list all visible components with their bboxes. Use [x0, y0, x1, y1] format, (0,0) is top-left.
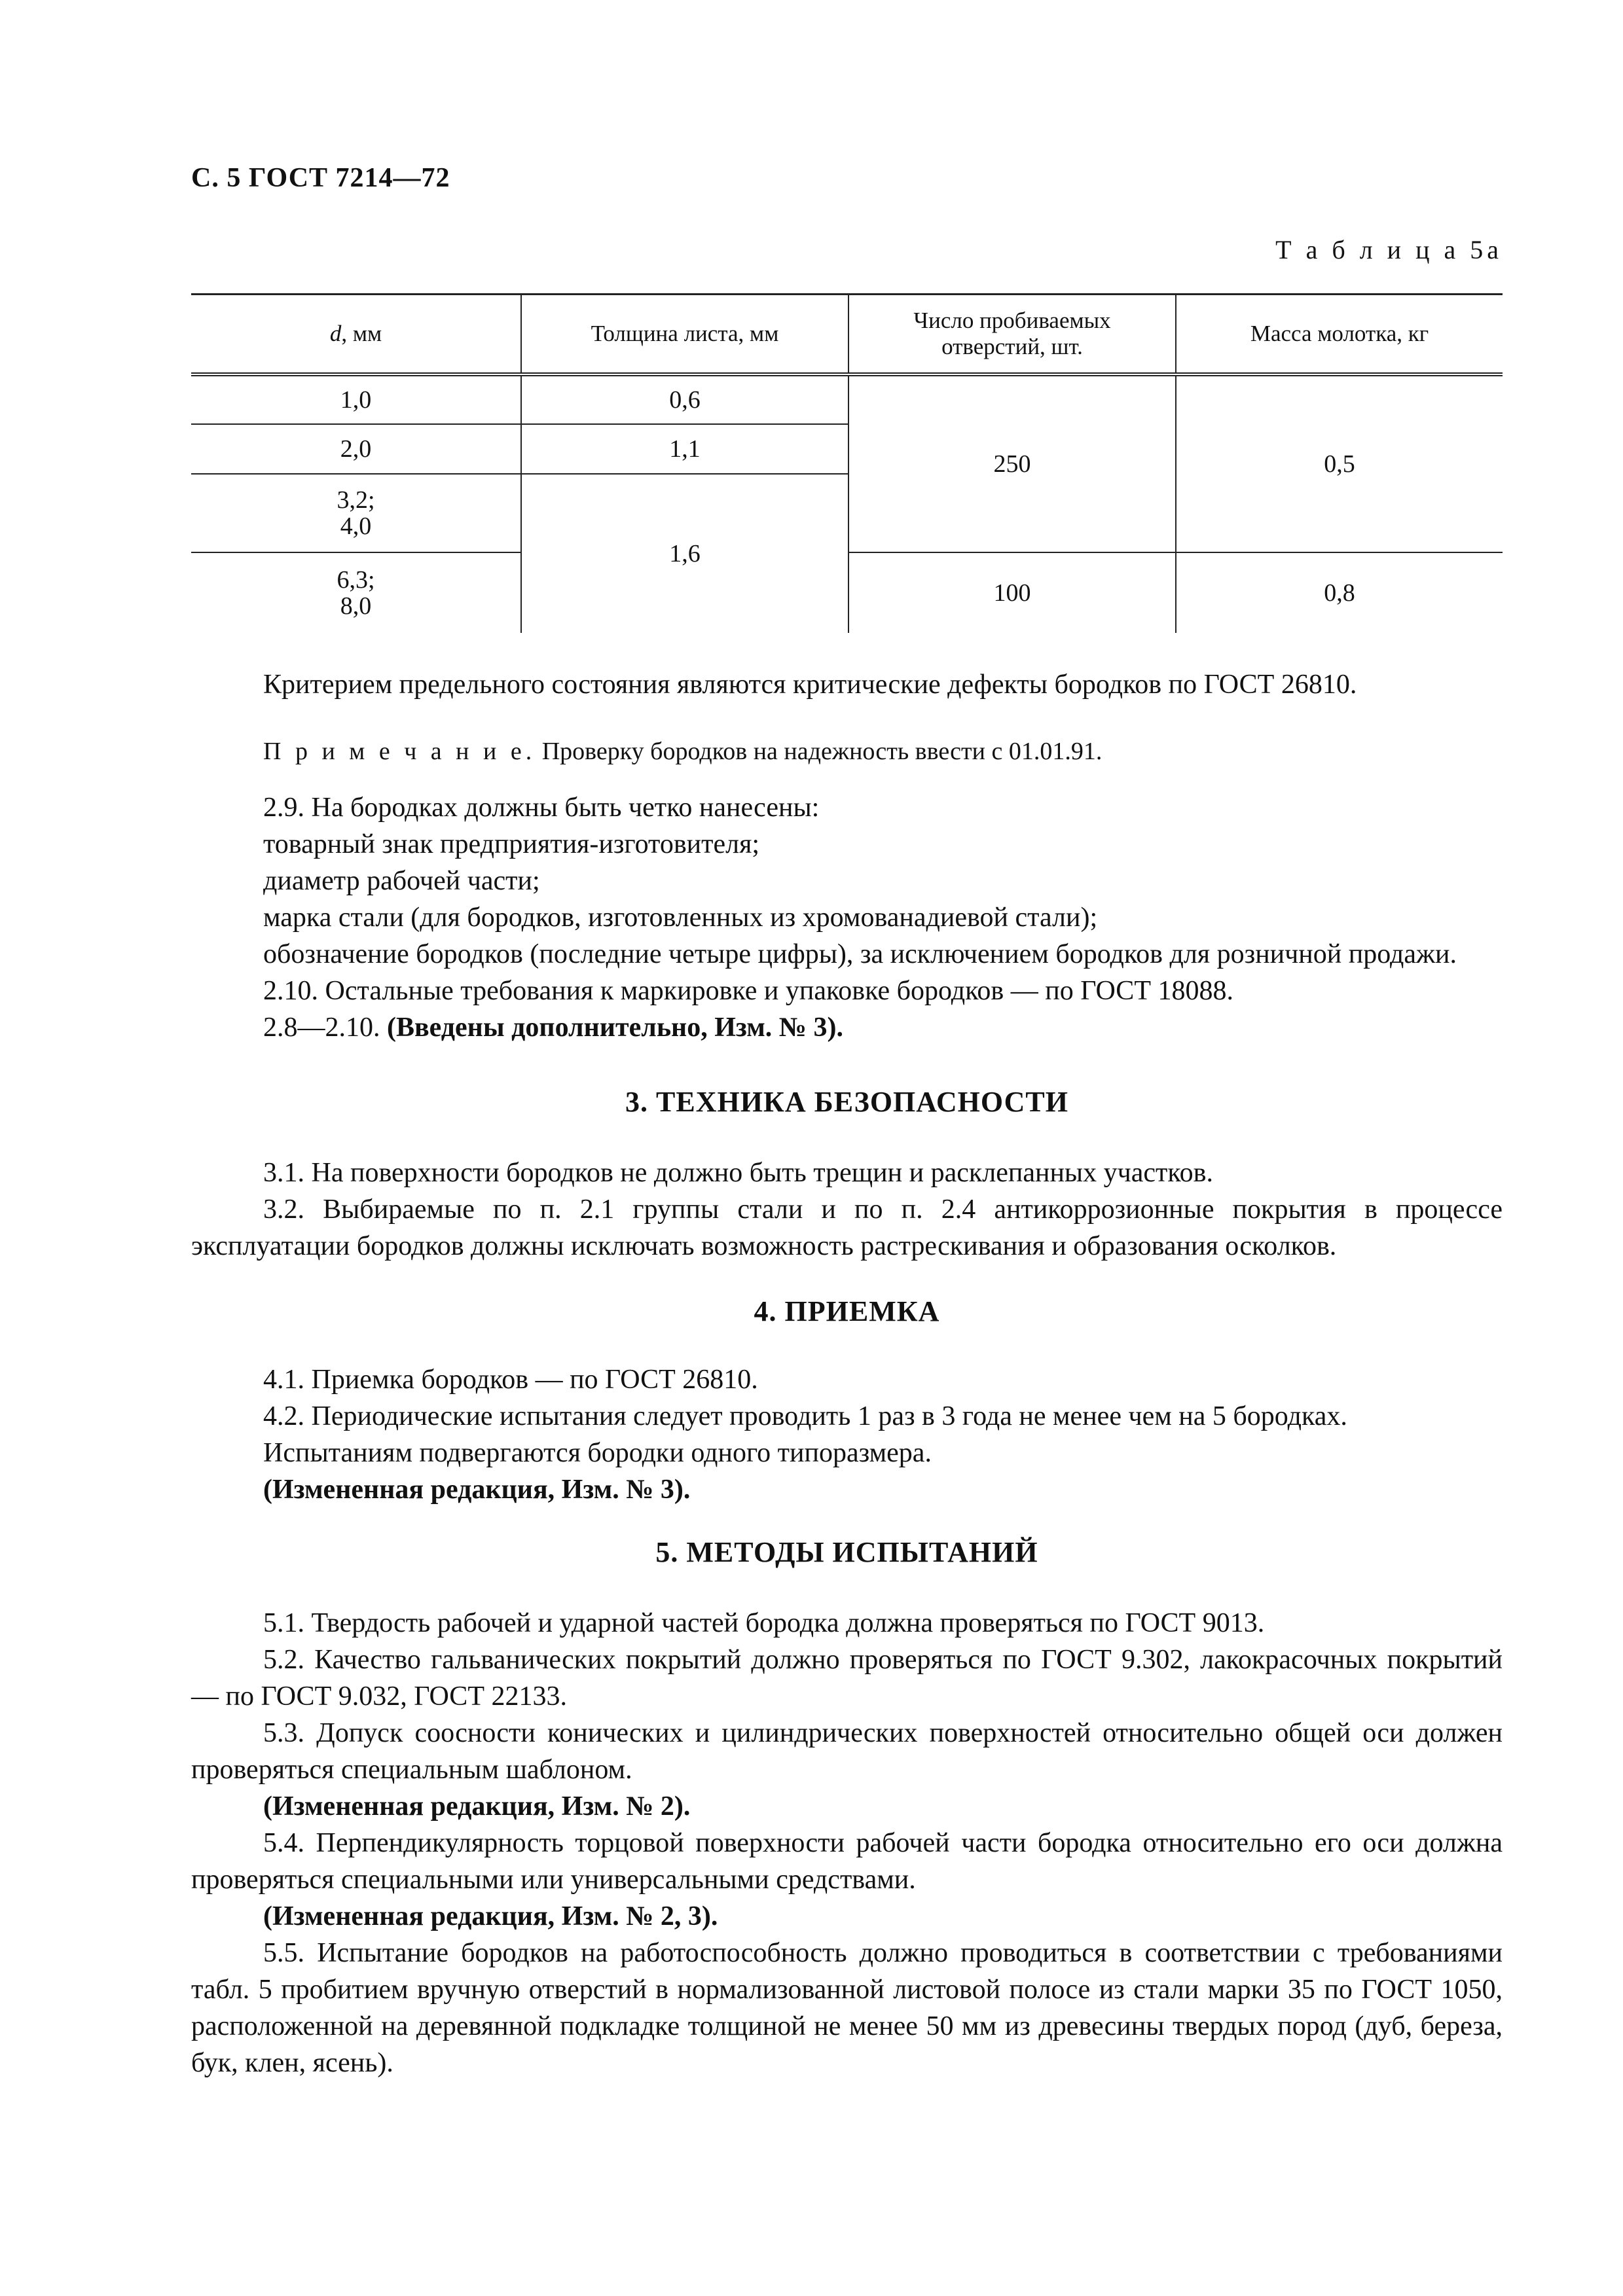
- section-4-content: [191, 1361, 1503, 1508]
- note-label: П р и м е ч а н и е.: [263, 738, 536, 765]
- d-unit: , мм: [341, 321, 382, 346]
- paragraph-4-2-cont: Испытаниям подвергаются бородки одного типоразмера.: [263, 1438, 932, 1468]
- section-title: 3. ТЕХНИКА БЕЗОПАСНОСТИ: [625, 1086, 1068, 1118]
- page-header: С. 5 ГОСТ 7214—72: [191, 163, 450, 193]
- cell-mass: 0,8: [1176, 552, 1503, 633]
- section-3-content: [191, 1155, 1503, 1265]
- col-header-thickness: Толщина листа, мм: [521, 295, 848, 375]
- amendment-note: [191, 1009, 1503, 1046]
- d-symbol: d: [329, 321, 342, 346]
- paragraph-3-1: 3.1. На поверхности бородков не должно быть трещин и расклепанных участков.: [263, 1158, 1214, 1188]
- paragraph-3-2: 3.2. Выбираемые по п. 2.1 группы стали и по п. 2.4 антикоррозионные покрытия в процессе эксплуатации бородков должны исключать возможность растрескивания и образования осколков.: [191, 1194, 1503, 1261]
- list-item: марка стали (для бородков, изготовленных из хромованадиевой стали);: [263, 903, 1098, 933]
- cell-d: 2,0: [191, 424, 521, 474]
- section-5-block: [191, 1534, 1503, 1571]
- col-header-holes: Число пробиваемых отверстий, шт.: [848, 295, 1176, 375]
- cell-d: [191, 552, 521, 633]
- list-item: обозначение бородков (последние четыре цифры), за исключением бородков для розничной продажи.: [263, 939, 1457, 969]
- paragraph-4-2: 4.2. Периодические испытания следует проводить 1 раз в 3 года не менее чем на 5 бородках.: [263, 1401, 1347, 1431]
- list-item: товарный знак предприятия-изготовителя;: [263, 829, 760, 859]
- cell-d-line: 6,3;: [337, 566, 375, 594]
- criterion-block: [191, 666, 1503, 703]
- amendment-text: (Введены дополнительно, Изм. № 3).: [387, 1013, 843, 1043]
- cell-mass: 0,5: [1176, 374, 1503, 552]
- table-header-row: [191, 295, 1503, 375]
- cell-d: 1,0: [191, 374, 521, 424]
- table-row: [191, 374, 1503, 424]
- amendment-ref: 2.8—2.10.: [263, 1013, 387, 1043]
- cell-holes: 250: [848, 374, 1176, 552]
- section-3-block: [191, 1084, 1503, 1121]
- cell-d-line: 3,2;: [337, 486, 375, 514]
- table-5a: [191, 293, 1503, 633]
- paragraph-4-1: 4.1. Приемка бородков — по ГОСТ 26810.: [263, 1365, 758, 1395]
- note-text: Проверку бородков на надежность ввести с 01.01.91.: [536, 738, 1103, 765]
- paragraph-2-10: 2.10. Остальные требования к маркировке и упаковке бородков — по ГОСТ 18088.: [263, 976, 1233, 1006]
- section-title: 5. МЕТОДЫ ИСПЫТАНИЙ: [655, 1536, 1038, 1568]
- note-block: [191, 733, 1503, 770]
- paragraph-2-9: 2.9. На бородках должны быть четко нанесены:: [263, 793, 820, 823]
- col-header-mass: Масса молотка, кг: [1176, 295, 1503, 375]
- cell-thickness: 0,6: [521, 374, 848, 424]
- list-item: диаметр рабочей части;: [263, 866, 540, 896]
- cell-d-line: 8,0: [340, 592, 372, 620]
- section-5-content: [191, 1605, 1503, 2081]
- paragraph-5-2: 5.2. Качество гальванических покрытий должно проверяться по ГОСТ 9.302, лакокрасочных покрытий — по ГОСТ 9.032, ГОСТ 22133.: [191, 1645, 1503, 1712]
- cell-holes: 100: [848, 552, 1176, 633]
- cell-thickness: 1,1: [521, 424, 848, 474]
- amendment-note: (Измененная редакция, Изм. № 3).: [263, 1475, 691, 1505]
- note-paragraph: [191, 733, 1503, 770]
- paragraph-5-1: 5.1. Твердость рабочей и ударной частей бородка должна проверяться по ГОСТ 9013.: [263, 1608, 1265, 1638]
- col-header-d: [191, 295, 521, 375]
- paragraph-5-3: 5.3. Допуск соосности конических и цилиндрических поверхностей относительно общей оси должен проверяться специальным шаблоном.: [191, 1718, 1503, 1785]
- paragraph-5-4: 5.4. Перпендикулярность торцовой поверхности рабочей части бородка относительно его оси должна проверяться специальными или универсальными средствами.: [191, 1828, 1503, 1895]
- section-title: 4. ПРИЕМКА: [754, 1295, 940, 1327]
- cell-thickness: 1,6: [521, 474, 848, 633]
- section-4-block: [191, 1293, 1503, 1330]
- amendment-note: (Измененная редакция, Изм. № 2).: [263, 1791, 691, 1821]
- amendment-note: (Измененная редакция, Изм. № 2, 3).: [263, 1901, 718, 1931]
- cell-d: [191, 474, 521, 552]
- section-2-block: [191, 789, 1503, 1046]
- cell-d-line: 4,0: [340, 512, 372, 540]
- paragraph-5-5: 5.5. Испытание бородков на работоспособность должно проводиться в соответствии с требованиями табл. 5 пробитием вручную отверстий в нормализованной листовой полосе из стали марки 35 по ГОСТ 1050, расположенной на деревянной подкладке толщиной не менее 50 мм из древесины твердых пород (дуб, береза, бук, клен, ясень).: [191, 1938, 1503, 2078]
- table-caption: Т а б л и ц а 5а: [1275, 235, 1503, 264]
- criterion-paragraph: Критерием предельного состояния являются критические дефекты бородков по ГОСТ 26810.: [263, 670, 1357, 700]
